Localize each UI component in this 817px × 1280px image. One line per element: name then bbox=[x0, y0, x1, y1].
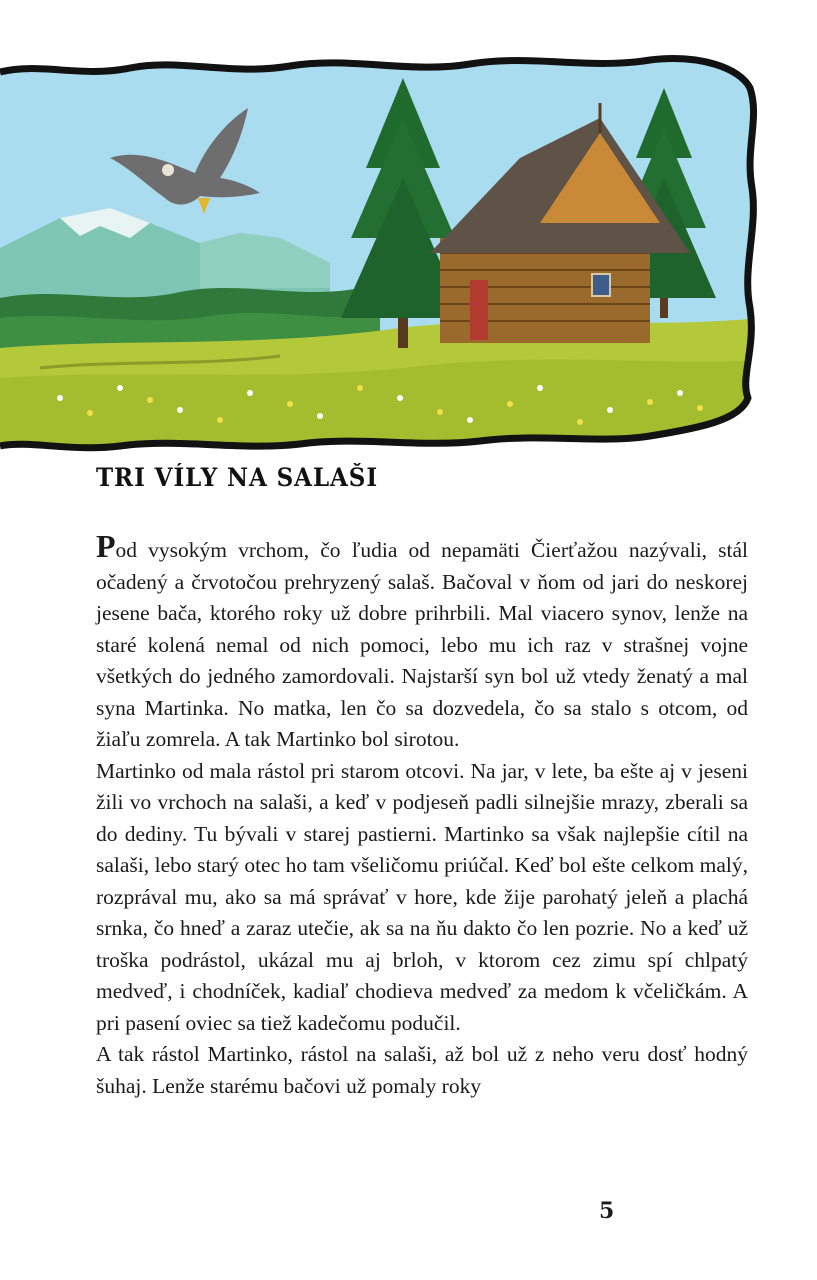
paragraph bbox=[96, 1039, 748, 1102]
story-title: TRI VÍLY NA SALAŠI bbox=[96, 463, 379, 492]
header-illustration bbox=[0, 48, 817, 458]
paragraph-text: Martinko od mala rástol pri starom otcovi. Na jar, v lete, ba ešte aj v jeseni žili vo vrchoch na salaši, a keď v podjeseň padli silnejšie mrazy, zberali sa do dediny. Tu bývali v starej pastierni. Martinko sa však najlepšie cítil na salaši, lebo starý otec ho tam všeličomu priúčal. Keď bol ešte celkom malý, rozprával mu, ako sa má správať v hore, kde žije parohatý jeleň a plachá srnka, čo hneď a zaraz utečie, ak sa na ňu dakto čo len pozrie. No a keď už troška podrástol, ukázal mu aj brloh, v ktorom cez zimu spí chlpatý medveď, i chodníček, kadiaľ chodieva medveď za medom k včeličkám. A pri pasení oviec sa tiež kadečomu podučil. bbox=[96, 758, 748, 1035]
story-body bbox=[96, 530, 748, 1102]
salas-landscape-image bbox=[0, 48, 817, 458]
paragraph-text: od vysokým vrchom, čo ľudia od nepamäti Čierťažou nazývali, stál očadený a črvotočou prehryzený salaš. Bačoval v ňom od jari do neskorej jesene bača, ktorého roky už dobre prihrbili. Mal viacero synov, lenže na staré kolená nemal od nich pomoci, lebo mu ich raz v strašnej vojne všetkých do jedného zamordovali. Najstarší syn bol už vtedy ženatý a mal syna Martinka. No matka, len čo sa dozvedela, čo sa stalo s otcom, od žiaľu zomrela. A tak Martinko bol sirotou. bbox=[96, 538, 748, 751]
paragraph bbox=[96, 756, 748, 1040]
drop-cap: P bbox=[96, 528, 116, 564]
page-number: 5 bbox=[599, 1198, 615, 1224]
paragraph bbox=[96, 530, 748, 756]
paragraph-text: A tak rástol Martinko, rástol na salaši, až bol už z neho veru dosť hodný šuhaj. Lenže starému bačovi už pomaly roky bbox=[96, 1042, 748, 1098]
